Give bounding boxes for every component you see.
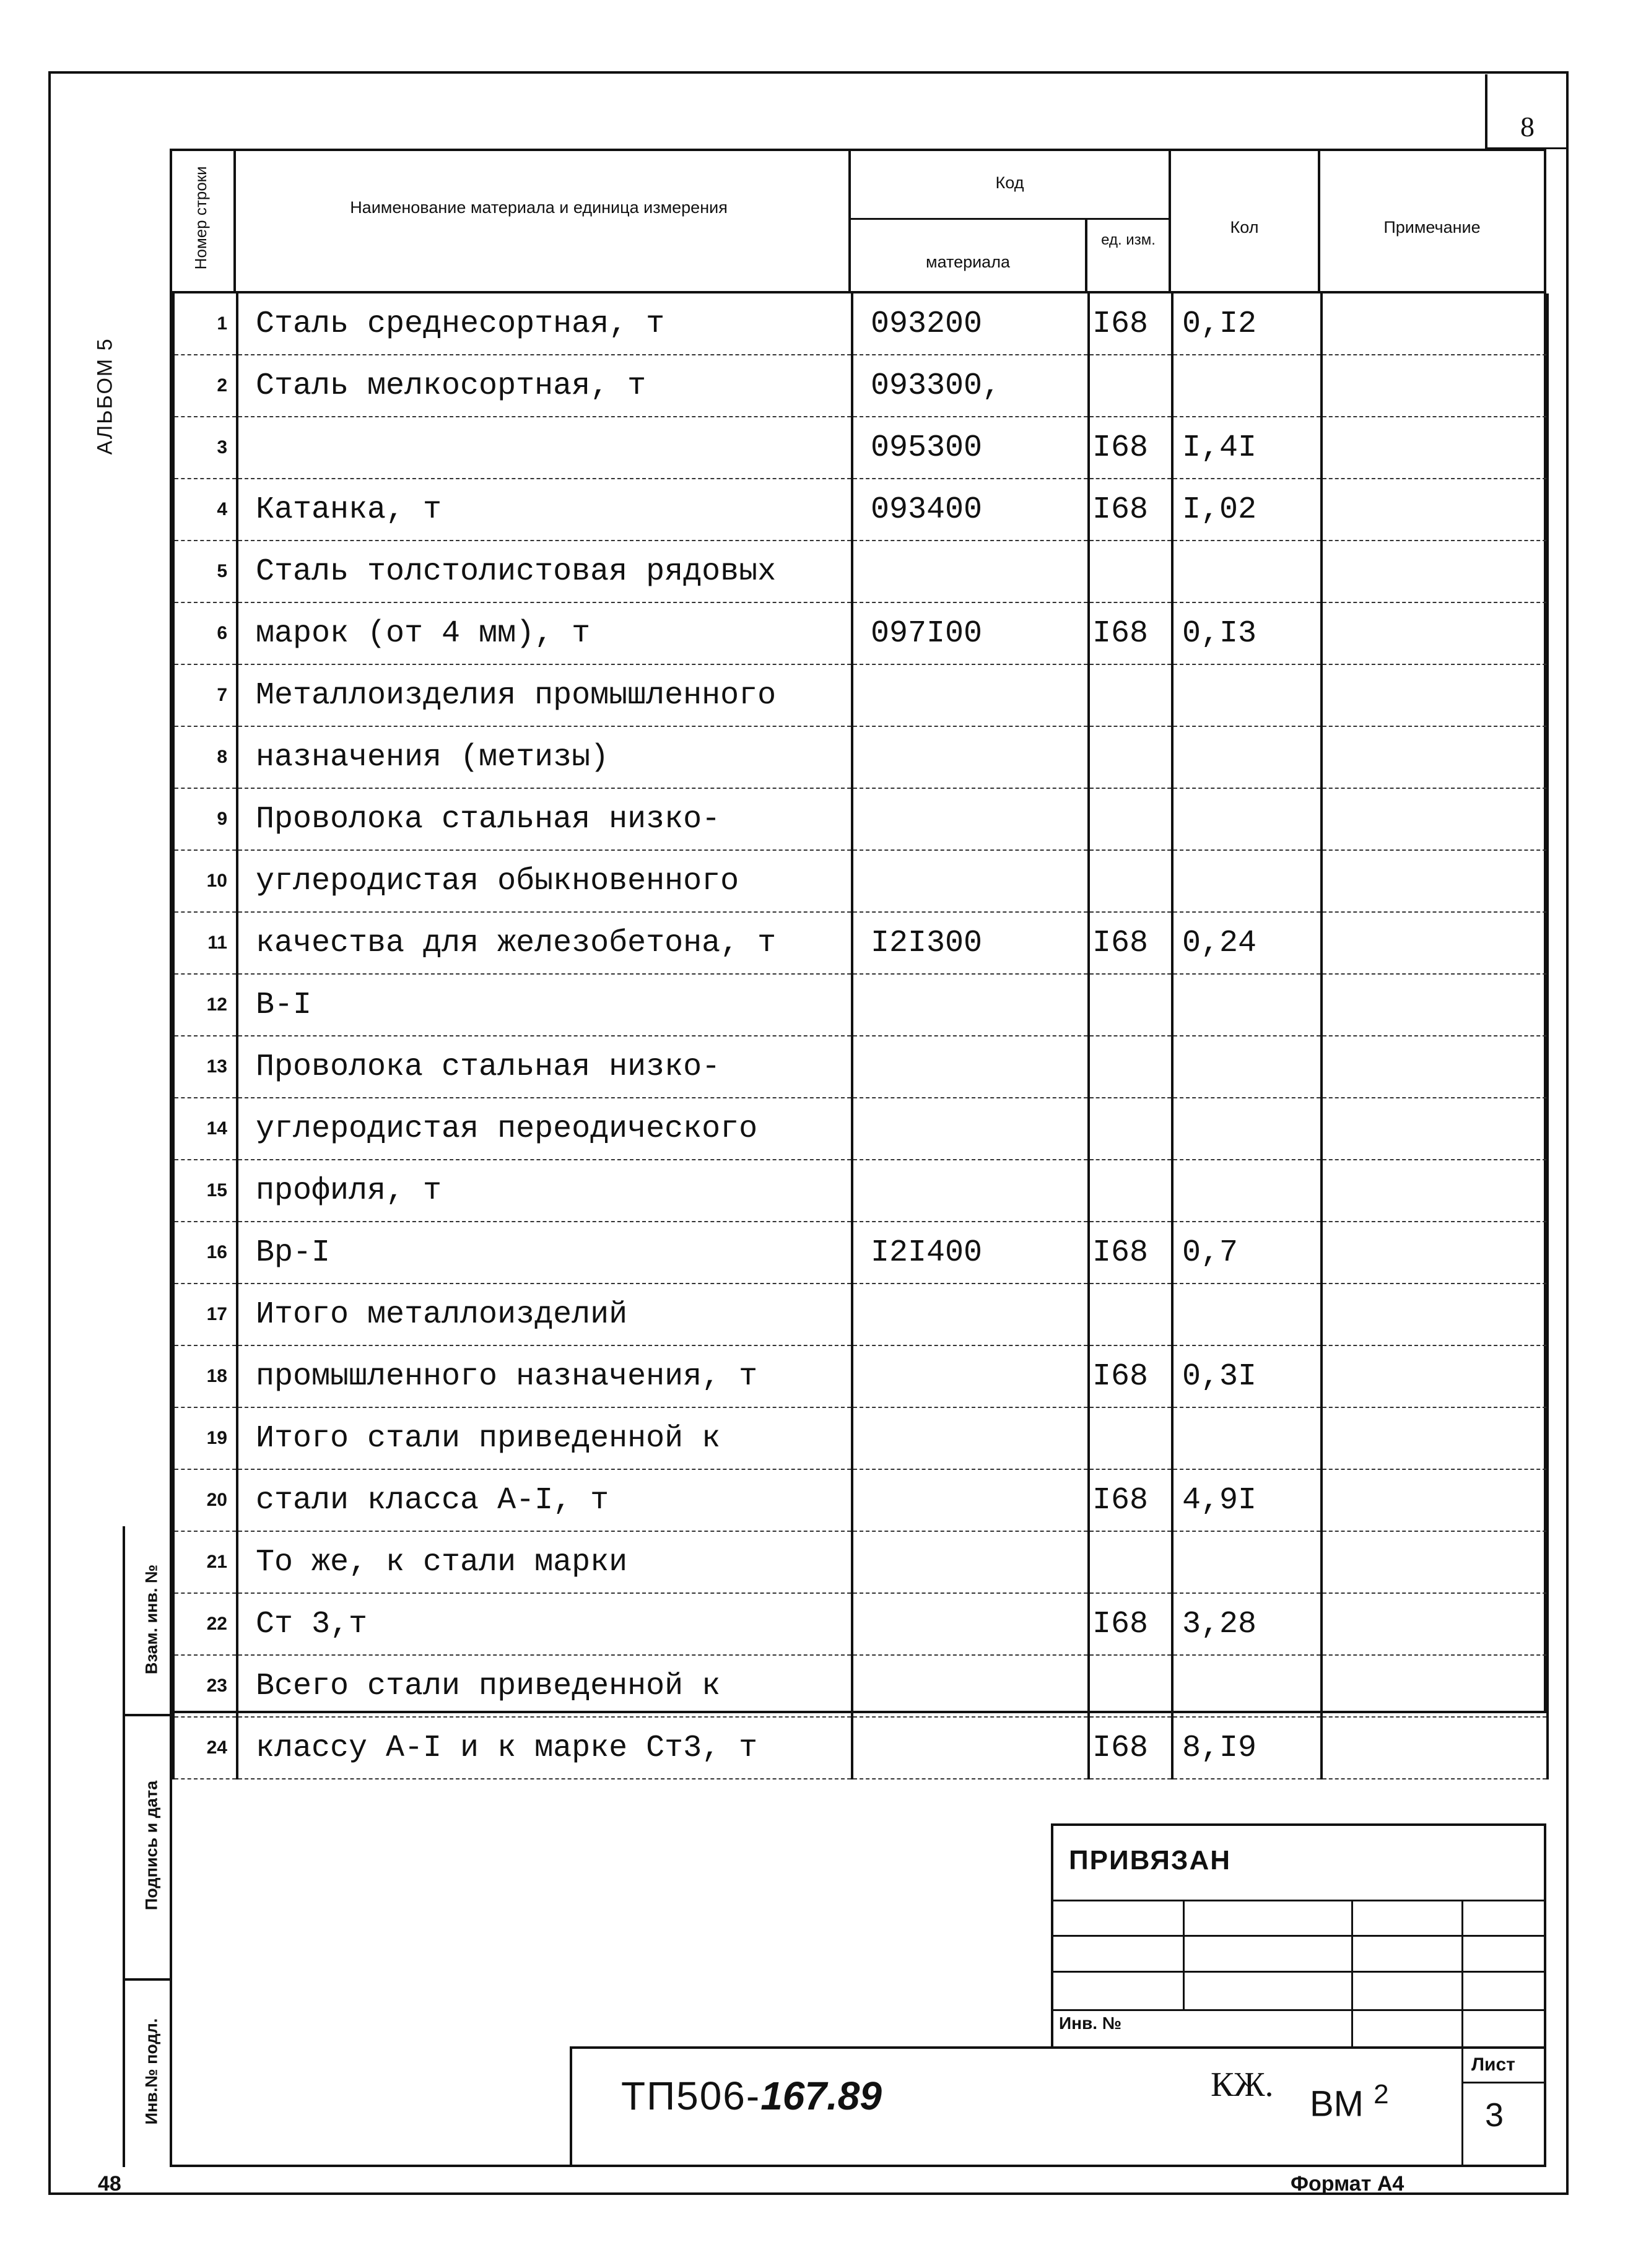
table-row [173, 417, 1548, 479]
unit-code: I68 [1089, 1345, 1172, 1407]
mark: ВМ [1310, 2083, 1364, 2124]
stamp-row-3 [1051, 1971, 1546, 1973]
material-code [852, 974, 1089, 1036]
header-top-border [170, 149, 1546, 151]
row-number: 4 [173, 479, 237, 541]
quantity: 0,3I [1172, 1345, 1322, 1407]
note [1322, 1160, 1548, 1222]
row-number: 16 [173, 1222, 237, 1284]
doc-block-left [570, 2046, 572, 2167]
material-code [852, 1160, 1089, 1222]
unit-code: I68 [1089, 293, 1172, 355]
side-strip-divider-2 [123, 1978, 172, 1981]
header-quantity: Кол [1230, 218, 1259, 237]
unit-code: I68 [1089, 912, 1172, 974]
side-strip-divider-1 [123, 1714, 172, 1716]
row-number: 19 [173, 1407, 237, 1469]
note [1322, 1284, 1548, 1345]
material-name: назначения (метизы) [237, 726, 852, 788]
header-code-group: Код [995, 173, 1024, 192]
header-note: Примечание [1383, 218, 1481, 237]
header-row-number: Номер строки [191, 166, 211, 270]
unit-code [1089, 1407, 1172, 1469]
material-name: углеродистая переодического [237, 1098, 852, 1160]
stamp-linked: ПРИВЯЗАН [1069, 1845, 1232, 1875]
row-number: 17 [173, 1284, 237, 1345]
section-code: КЖ. [1211, 2066, 1274, 2104]
row-number: 13 [173, 1036, 237, 1098]
table-row [173, 1098, 1548, 1160]
material-name: Проволока стальная низко- [237, 1036, 852, 1098]
material-code [852, 1717, 1089, 1779]
material-code [852, 1407, 1089, 1469]
note [1322, 355, 1548, 417]
sheet-value: 3 [1485, 2096, 1504, 2134]
unit-code: I68 [1089, 479, 1172, 541]
material-code: 093400 [852, 479, 1089, 541]
material-code: 095300 [852, 417, 1089, 479]
material-name: Катанка, т [237, 479, 852, 541]
table-row [173, 541, 1548, 602]
material-code [852, 1469, 1089, 1531]
stamp-outer-right [1544, 1823, 1546, 2167]
note [1322, 664, 1548, 726]
row-number: 15 [173, 1160, 237, 1222]
mark-superscript: 2 [1374, 2079, 1389, 2109]
table-row [173, 1655, 1548, 1717]
note [1322, 417, 1548, 479]
material-code [852, 541, 1089, 602]
quantity [1172, 1098, 1322, 1160]
page-number: 48 [98, 2172, 121, 2196]
materials-table [172, 293, 1549, 1779]
table-row [173, 479, 1548, 541]
material-name: В-I [237, 974, 852, 1036]
note [1322, 1098, 1548, 1160]
quantity [1172, 974, 1322, 1036]
material-name: Сталь среднесортная, т [237, 293, 852, 355]
unit-code: I68 [1089, 602, 1172, 664]
note [1322, 1531, 1548, 1593]
unit-code [1089, 355, 1172, 417]
quantity [1172, 1531, 1322, 1593]
quantity [1172, 1036, 1322, 1098]
material-code [852, 1593, 1089, 1655]
note [1322, 1222, 1548, 1284]
stamp-col-2 [1351, 1900, 1353, 2048]
material-name: Сталь мелкосортная, т [237, 355, 852, 417]
quantity: 3,28 [1172, 1593, 1322, 1655]
unit-code [1089, 1531, 1172, 1593]
form-bottom-border [170, 2165, 1546, 2167]
album-label: АЛЬБОМ 5 [93, 337, 117, 455]
header-col-divider-3 [1085, 218, 1087, 293]
header-code-unit: ед. изм. [1101, 232, 1156, 248]
stamp-outer-top [1051, 1823, 1546, 1826]
unit-code [1089, 1098, 1172, 1160]
material-code [852, 1655, 1089, 1717]
material-code [852, 788, 1089, 850]
quantity [1172, 726, 1322, 788]
unit-code [1089, 664, 1172, 726]
note [1322, 1036, 1548, 1098]
unit-code: I68 [1089, 1593, 1172, 1655]
table-row [173, 1036, 1548, 1098]
table-row [173, 1531, 1548, 1593]
table-row [173, 355, 1548, 417]
row-number: 11 [173, 912, 237, 974]
table-row [173, 1717, 1548, 1779]
table-row [173, 726, 1548, 788]
material-name: стали класса А-I, т [237, 1469, 852, 1531]
unit-code: I68 [1089, 1469, 1172, 1531]
material-code [852, 1531, 1089, 1593]
row-number: 20 [173, 1469, 237, 1531]
quantity: 0,I3 [1172, 602, 1322, 664]
header-code-material: материала [926, 253, 1010, 271]
quantity [1172, 1407, 1322, 1469]
material-name: классу А-I и к марке Ст3, т [237, 1717, 852, 1779]
corner-mark: 8 [1520, 111, 1535, 142]
material-name: качества для железобетона, т [237, 912, 852, 974]
row-number: 2 [173, 355, 237, 417]
material-name: марок (от 4 мм), т [237, 602, 852, 664]
row-number: 23 [173, 1655, 237, 1717]
quantity: I,02 [1172, 479, 1322, 541]
row-number: 10 [173, 850, 237, 912]
note [1322, 1655, 1548, 1717]
quantity [1172, 541, 1322, 602]
material-name: профиля, т [237, 1160, 852, 1222]
note [1322, 1469, 1548, 1531]
quantity: 8,I9 [1172, 1717, 1322, 1779]
row-number: 5 [173, 541, 237, 602]
material-code: 093300, [852, 355, 1089, 417]
stamp-col-3 [1461, 1900, 1463, 2167]
note [1322, 1345, 1548, 1407]
material-name: Металлоизделия промышленного [237, 664, 852, 726]
quantity [1172, 1284, 1322, 1345]
row-number: 18 [173, 1345, 237, 1407]
material-code [852, 1098, 1089, 1160]
note [1322, 479, 1548, 541]
unit-code [1089, 850, 1172, 912]
unit-code [1089, 974, 1172, 1036]
signature-date-label: Подпись и дата [142, 1780, 161, 1911]
material-name: углеродистая обыкновенного [237, 850, 852, 912]
note [1322, 602, 1548, 664]
material-code: 097I00 [852, 602, 1089, 664]
quantity: I,4I [1172, 417, 1322, 479]
stamp-row-1 [1051, 1900, 1546, 1901]
table-row [173, 664, 1548, 726]
doc-code [621, 2073, 882, 2119]
header-name: Наименование материала и единица измерения [350, 198, 728, 217]
table-row [173, 1284, 1548, 1345]
note [1322, 1407, 1548, 1469]
table-row [173, 1345, 1548, 1407]
stamp-inv-no: Инв. № [1059, 2014, 1122, 2033]
quantity: 0,24 [1172, 912, 1322, 974]
table-row [173, 1593, 1548, 1655]
material-name: То же, к стали марки [237, 1531, 852, 1593]
unit-code: I68 [1089, 417, 1172, 479]
quantity: 4,9I [1172, 1469, 1322, 1531]
row-number: 7 [173, 664, 237, 726]
doc-prefix: ТП506- [621, 2074, 761, 2118]
material-name [237, 417, 852, 479]
note [1322, 850, 1548, 912]
table-row [173, 788, 1548, 850]
quantity [1172, 788, 1322, 850]
note [1322, 788, 1548, 850]
unit-code: I68 [1089, 1717, 1172, 1779]
material-code [852, 726, 1089, 788]
table-row [173, 912, 1548, 974]
material-code [852, 664, 1089, 726]
material-code [852, 850, 1089, 912]
table-row [173, 1407, 1548, 1469]
unit-code [1089, 1655, 1172, 1717]
quantity [1172, 664, 1322, 726]
note [1322, 726, 1548, 788]
material-name: Вр-I [237, 1222, 852, 1284]
material-code: I2I400 [852, 1222, 1089, 1284]
row-number: 3 [173, 417, 237, 479]
unit-code [1089, 788, 1172, 850]
table-row [173, 974, 1548, 1036]
quantity: 0,I2 [1172, 293, 1322, 355]
mark-code [1310, 2079, 1389, 2124]
unit-code [1089, 1036, 1172, 1098]
quantity [1172, 850, 1322, 912]
table-row [173, 1160, 1548, 1222]
material-name: Итого стали приведенной к [237, 1407, 852, 1469]
note [1322, 974, 1548, 1036]
table-row [173, 1469, 1548, 1531]
material-name: Проволока стальная низко- [237, 788, 852, 850]
table-bottom-border [170, 1711, 1546, 1713]
unit-code: I68 [1089, 1222, 1172, 1284]
side-strip-border [123, 1526, 125, 2167]
stamp-row-4 [1051, 2009, 1546, 2011]
unit-code [1089, 1160, 1172, 1222]
unit-code [1089, 541, 1172, 602]
row-number: 8 [173, 726, 237, 788]
header-col-divider-1 [233, 149, 236, 293]
material-code [852, 1036, 1089, 1098]
interchange-no-label: Взам. инв. № [142, 1564, 161, 1675]
table-row [173, 1222, 1548, 1284]
row-number: 24 [173, 1717, 237, 1779]
row-number: 1 [173, 293, 237, 355]
stamp-row-2 [1051, 1935, 1546, 1937]
material-name: Сталь толстолистовая рядовых [237, 541, 852, 602]
material-code: 093200 [852, 293, 1089, 355]
material-name: Всего стали приведенной к [237, 1655, 852, 1717]
row-number: 21 [173, 1531, 237, 1593]
row-number: 9 [173, 788, 237, 850]
format-label: Формат А4 [1291, 2172, 1404, 2196]
note [1322, 293, 1548, 355]
table-row [173, 602, 1548, 664]
row-number: 12 [173, 974, 237, 1036]
material-name: промышленного назначения, т [237, 1345, 852, 1407]
note [1322, 1717, 1548, 1779]
row-number: 22 [173, 1593, 237, 1655]
table-row [173, 850, 1548, 912]
note [1322, 912, 1548, 974]
note [1322, 541, 1548, 602]
quantity [1172, 1160, 1322, 1222]
doc-number: 167.89 [760, 2074, 882, 2118]
row-number: 6 [173, 602, 237, 664]
stamp-col-1 [1183, 1900, 1185, 2011]
note [1322, 1593, 1548, 1655]
doc-block-top [570, 2046, 1546, 2049]
material-name: Ст 3,т [237, 1593, 852, 1655]
material-code: I2I300 [852, 912, 1089, 974]
unit-code [1089, 726, 1172, 788]
material-code [852, 1284, 1089, 1345]
unit-code [1089, 1284, 1172, 1345]
sheet-label-divider [1461, 2082, 1546, 2083]
material-name: Итого металлоизделий [237, 1284, 852, 1345]
table-row [173, 293, 1548, 355]
header-code-divider [848, 218, 1171, 220]
corner-mark-divider [1485, 74, 1487, 147]
sheet-label: Лист [1471, 2054, 1515, 2075]
quantity [1172, 355, 1322, 417]
quantity [1172, 1655, 1322, 1717]
inventory-orig-label: Инв.№ подл. [142, 2018, 161, 2125]
material-code [852, 1345, 1089, 1407]
row-number: 14 [173, 1098, 237, 1160]
quantity: 0,7 [1172, 1222, 1322, 1284]
